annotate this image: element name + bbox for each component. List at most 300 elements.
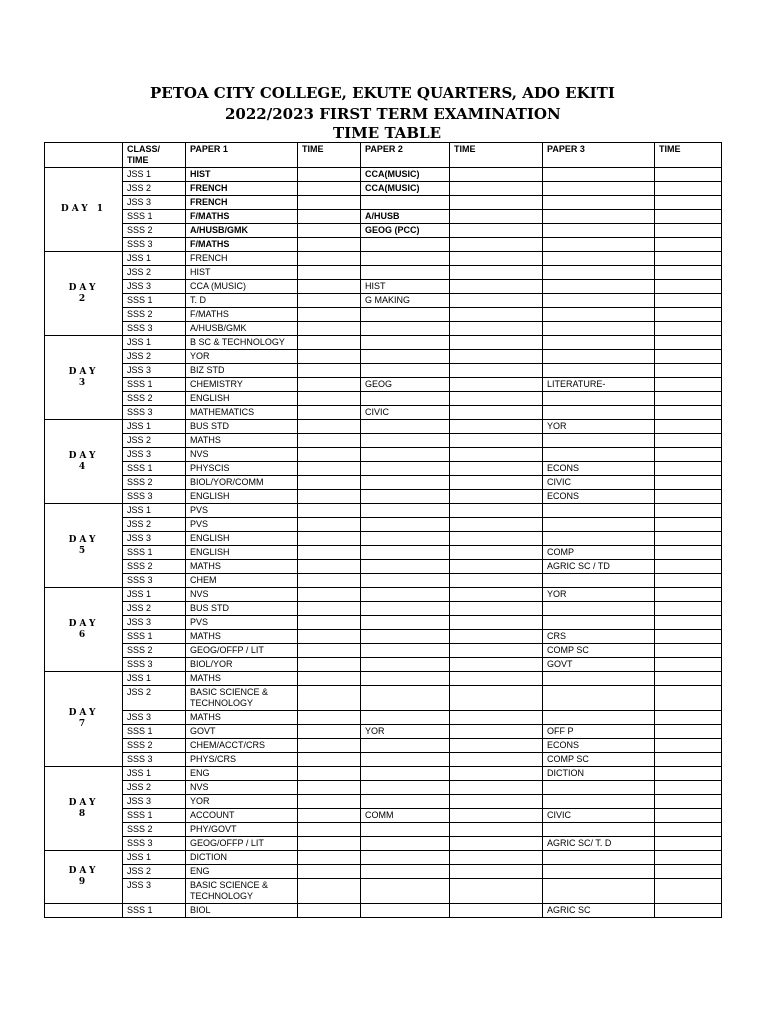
column-header-time2: TIME bbox=[450, 143, 543, 168]
paper3-cell bbox=[543, 781, 655, 795]
time1-cell bbox=[298, 490, 361, 504]
paper2-cell bbox=[361, 434, 450, 448]
time3-cell bbox=[655, 448, 722, 462]
day-label: DAY 2 bbox=[45, 252, 123, 336]
time3-cell bbox=[655, 739, 722, 753]
time2-cell bbox=[450, 322, 543, 336]
paper3-cell bbox=[543, 518, 655, 532]
paper3-cell bbox=[543, 711, 655, 725]
paper3-cell bbox=[543, 504, 655, 518]
paper2-cell bbox=[361, 879, 450, 904]
column-header-time1: TIME bbox=[298, 143, 361, 168]
time2-cell bbox=[450, 196, 543, 210]
paper1-cell: A/HUSB/GMK bbox=[186, 322, 298, 336]
table-row bbox=[45, 378, 722, 392]
paper2-cell bbox=[361, 322, 450, 336]
class-cell: SSS 3 bbox=[123, 406, 186, 420]
class-cell: SSS 1 bbox=[123, 546, 186, 560]
table-row bbox=[45, 196, 722, 210]
time3-cell bbox=[655, 182, 722, 196]
time2-cell bbox=[450, 725, 543, 739]
paper1-cell: CHEM/ACCT/CRS bbox=[186, 739, 298, 753]
paper3-cell bbox=[543, 392, 655, 406]
table-row bbox=[45, 420, 722, 434]
time1-cell bbox=[298, 767, 361, 781]
time3-cell bbox=[655, 350, 722, 364]
time3-cell bbox=[655, 644, 722, 658]
paper2-cell bbox=[361, 238, 450, 252]
class-cell: JSS 3 bbox=[123, 196, 186, 210]
table-row bbox=[45, 490, 722, 504]
class-cell: JSS 2 bbox=[123, 350, 186, 364]
time1-cell bbox=[298, 630, 361, 644]
class-cell: JSS 3 bbox=[123, 280, 186, 294]
time2-cell bbox=[450, 504, 543, 518]
paper1-cell: ENGLISH bbox=[186, 546, 298, 560]
time2-cell bbox=[450, 739, 543, 753]
class-cell: JSS 1 bbox=[123, 420, 186, 434]
time1-cell bbox=[298, 462, 361, 476]
paper2-cell: COMM bbox=[361, 809, 450, 823]
time1-cell bbox=[298, 448, 361, 462]
class-cell: SSS 1 bbox=[123, 725, 186, 739]
table-row bbox=[45, 504, 722, 518]
paper3-cell bbox=[543, 672, 655, 686]
paper3-cell bbox=[543, 224, 655, 238]
paper2-cell bbox=[361, 504, 450, 518]
paper1-cell: F/MATHS bbox=[186, 210, 298, 224]
table-row bbox=[45, 879, 722, 904]
time2-cell bbox=[450, 266, 543, 280]
paper1-cell: BUS STD bbox=[186, 602, 298, 616]
time3-cell bbox=[655, 658, 722, 672]
time1-cell bbox=[298, 406, 361, 420]
class-cell: SSS 3 bbox=[123, 490, 186, 504]
time3-cell bbox=[655, 420, 722, 434]
class-cell: SSS 3 bbox=[123, 658, 186, 672]
time1-cell bbox=[298, 182, 361, 196]
time3-cell bbox=[655, 322, 722, 336]
class-cell: JSS 2 bbox=[123, 686, 186, 711]
class-cell: SSS 2 bbox=[123, 644, 186, 658]
paper3-cell bbox=[543, 350, 655, 364]
time3-cell bbox=[655, 851, 722, 865]
paper2-cell bbox=[361, 781, 450, 795]
class-cell: JSS 2 bbox=[123, 865, 186, 879]
paper1-cell: BASIC SCIENCE & TECHNOLOGY bbox=[186, 879, 298, 904]
column-header-paper2: PAPER 2 bbox=[361, 143, 450, 168]
time2-cell bbox=[450, 865, 543, 879]
day-label: DAY 1 bbox=[45, 168, 123, 252]
time2-cell bbox=[450, 711, 543, 725]
class-cell: JSS 2 bbox=[123, 434, 186, 448]
time3-cell bbox=[655, 294, 722, 308]
time2-cell bbox=[450, 630, 543, 644]
time2-cell bbox=[450, 658, 543, 672]
paper2-cell: CIVIC bbox=[361, 406, 450, 420]
time3-cell bbox=[655, 518, 722, 532]
time3-cell bbox=[655, 602, 722, 616]
time2-cell bbox=[450, 168, 543, 182]
paper1-cell: MATHEMATICS bbox=[186, 406, 298, 420]
paper1-cell: HIST bbox=[186, 168, 298, 182]
class-cell: SSS 1 bbox=[123, 462, 186, 476]
time2-cell bbox=[450, 574, 543, 588]
time3-cell bbox=[655, 308, 722, 322]
paper1-cell: F/MATHS bbox=[186, 238, 298, 252]
time2-cell bbox=[450, 210, 543, 224]
paper1-cell: GEOG/OFFP / LIT bbox=[186, 837, 298, 851]
paper2-cell: A/HUSB bbox=[361, 210, 450, 224]
class-cell: JSS 2 bbox=[123, 602, 186, 616]
paper3-cell: ECONS bbox=[543, 462, 655, 476]
time1-cell bbox=[298, 644, 361, 658]
table-row bbox=[45, 280, 722, 294]
paper3-cell: ECONS bbox=[543, 490, 655, 504]
paper2-cell: YOR bbox=[361, 725, 450, 739]
time2-cell bbox=[450, 336, 543, 350]
time1-cell bbox=[298, 904, 361, 918]
day-label: DAY 9 bbox=[45, 851, 123, 904]
paper1-cell: FRENCH bbox=[186, 252, 298, 266]
class-cell: JSS 1 bbox=[123, 168, 186, 182]
paper2-cell bbox=[361, 518, 450, 532]
time3-cell bbox=[655, 711, 722, 725]
column-header-class-time: CLASS/ TIME bbox=[123, 143, 186, 168]
paper1-cell: CCA (MUSIC) bbox=[186, 280, 298, 294]
time1-cell bbox=[298, 725, 361, 739]
time1-cell bbox=[298, 266, 361, 280]
day-label: DAY 8 bbox=[45, 767, 123, 851]
day-label: DAY 5 bbox=[45, 504, 123, 588]
class-cell: SSS 1 bbox=[123, 294, 186, 308]
header-row bbox=[45, 143, 722, 168]
time1-cell bbox=[298, 672, 361, 686]
paper1-cell: ENG bbox=[186, 865, 298, 879]
time2-cell bbox=[450, 644, 543, 658]
paper1-cell: BIZ STD bbox=[186, 364, 298, 378]
time3-cell bbox=[655, 378, 722, 392]
paper3-cell: AGRIC SC bbox=[543, 904, 655, 918]
table-row bbox=[45, 739, 722, 753]
time3-cell bbox=[655, 168, 722, 182]
paper3-cell bbox=[543, 322, 655, 336]
school-name: PETOA CITY COLLEGE, EKUTE QUARTERS, ADO EKITI bbox=[150, 84, 615, 102]
table-row bbox=[45, 462, 722, 476]
time2-cell bbox=[450, 781, 543, 795]
paper3-cell bbox=[543, 182, 655, 196]
paper3-cell bbox=[543, 879, 655, 904]
paper2-cell bbox=[361, 350, 450, 364]
class-cell: SSS 3 bbox=[123, 238, 186, 252]
time1-cell bbox=[298, 420, 361, 434]
paper3-cell bbox=[543, 616, 655, 630]
paper2-cell bbox=[361, 865, 450, 879]
paper3-cell bbox=[543, 686, 655, 711]
time3-cell bbox=[655, 904, 722, 918]
time3-cell bbox=[655, 462, 722, 476]
time3-cell bbox=[655, 546, 722, 560]
paper1-cell: PHY/GOVT bbox=[186, 823, 298, 837]
paper2-cell bbox=[361, 364, 450, 378]
paper2-cell: HIST bbox=[361, 280, 450, 294]
exam-title: 2022/2023 FIRST TERM EXAMINATION bbox=[225, 105, 561, 123]
paper2-cell bbox=[361, 602, 450, 616]
class-cell: SSS 1 bbox=[123, 378, 186, 392]
paper2-cell: GEOG bbox=[361, 378, 450, 392]
paper3-cell bbox=[543, 280, 655, 294]
class-cell: JSS 1 bbox=[123, 252, 186, 266]
time3-cell bbox=[655, 753, 722, 767]
time3-cell bbox=[655, 280, 722, 294]
time3-cell bbox=[655, 224, 722, 238]
paper3-cell: CRS bbox=[543, 630, 655, 644]
time2-cell bbox=[450, 308, 543, 322]
table-row bbox=[45, 210, 722, 224]
table-row bbox=[45, 518, 722, 532]
table-row bbox=[45, 672, 722, 686]
paper2-cell: G MAKING bbox=[361, 294, 450, 308]
time1-cell bbox=[298, 294, 361, 308]
timetable-title: TIME TABLE bbox=[333, 124, 442, 142]
day-label: DAY 4 bbox=[45, 420, 123, 504]
column-header-paper1: PAPER 1 bbox=[186, 143, 298, 168]
time2-cell bbox=[450, 420, 543, 434]
time3-cell bbox=[655, 210, 722, 224]
time3-cell bbox=[655, 364, 722, 378]
time2-cell bbox=[450, 851, 543, 865]
time2-cell bbox=[450, 182, 543, 196]
time2-cell bbox=[450, 686, 543, 711]
time1-cell bbox=[298, 322, 361, 336]
paper1-cell: FRENCH bbox=[186, 196, 298, 210]
time3-cell bbox=[655, 238, 722, 252]
paper2-cell bbox=[361, 574, 450, 588]
table-row bbox=[45, 851, 722, 865]
paper3-cell: CIVIC bbox=[543, 476, 655, 490]
paper3-cell bbox=[543, 795, 655, 809]
paper3-cell: OFF P bbox=[543, 725, 655, 739]
paper2-cell bbox=[361, 392, 450, 406]
time2-cell bbox=[450, 462, 543, 476]
paper2-cell bbox=[361, 252, 450, 266]
time1-cell bbox=[298, 658, 361, 672]
class-cell: SSS 1 bbox=[123, 210, 186, 224]
day-label: DAY 6 bbox=[45, 588, 123, 672]
table-row bbox=[45, 865, 722, 879]
class-cell: JSS 3 bbox=[123, 448, 186, 462]
time1-cell bbox=[298, 753, 361, 767]
paper1-cell: PHYS/CRS bbox=[186, 753, 298, 767]
table-row bbox=[45, 406, 722, 420]
time3-cell bbox=[655, 392, 722, 406]
table-row bbox=[45, 266, 722, 280]
time2-cell bbox=[450, 795, 543, 809]
paper2-cell: CCA(MUSIC) bbox=[361, 168, 450, 182]
paper2-cell bbox=[361, 658, 450, 672]
paper1-cell: B SC & TECHNOLOGY bbox=[186, 336, 298, 350]
time3-cell bbox=[655, 476, 722, 490]
time1-cell bbox=[298, 518, 361, 532]
table-row bbox=[45, 904, 722, 918]
time1-cell bbox=[298, 378, 361, 392]
table-row bbox=[45, 644, 722, 658]
table-row bbox=[45, 336, 722, 350]
paper3-cell bbox=[543, 448, 655, 462]
time1-cell bbox=[298, 532, 361, 546]
time1-cell bbox=[298, 602, 361, 616]
time3-cell bbox=[655, 588, 722, 602]
paper2-cell bbox=[361, 686, 450, 711]
table-row bbox=[45, 532, 722, 546]
paper2-cell bbox=[361, 837, 450, 851]
class-cell: SSS 2 bbox=[123, 224, 186, 238]
class-cell: JSS 2 bbox=[123, 518, 186, 532]
paper2-cell bbox=[361, 490, 450, 504]
paper2-cell bbox=[361, 588, 450, 602]
table-row bbox=[45, 364, 722, 378]
time1-cell bbox=[298, 336, 361, 350]
paper1-cell: MATHS bbox=[186, 434, 298, 448]
paper2-cell bbox=[361, 823, 450, 837]
paper2-cell: CCA(MUSIC) bbox=[361, 182, 450, 196]
class-cell: JSS 1 bbox=[123, 851, 186, 865]
paper3-cell: AGRIC SC/ T. D bbox=[543, 837, 655, 851]
table-row bbox=[45, 182, 722, 196]
time3-cell bbox=[655, 725, 722, 739]
time2-cell bbox=[450, 602, 543, 616]
paper1-cell: MATHS bbox=[186, 672, 298, 686]
class-cell: JSS 3 bbox=[123, 795, 186, 809]
paper3-cell: GOVT bbox=[543, 658, 655, 672]
class-cell: SSS 2 bbox=[123, 739, 186, 753]
time3-cell bbox=[655, 504, 722, 518]
time1-cell bbox=[298, 616, 361, 630]
class-cell: SSS 3 bbox=[123, 837, 186, 851]
paper1-cell: CHEM bbox=[186, 574, 298, 588]
paper1-cell: NVS bbox=[186, 781, 298, 795]
paper1-cell: MATHS bbox=[186, 630, 298, 644]
class-cell: SSS 1 bbox=[123, 630, 186, 644]
time3-cell bbox=[655, 532, 722, 546]
time3-cell bbox=[655, 434, 722, 448]
class-cell: JSS 3 bbox=[123, 711, 186, 725]
paper1-cell: PHYSCIS bbox=[186, 462, 298, 476]
paper1-cell: MATHS bbox=[186, 711, 298, 725]
table-row bbox=[45, 546, 722, 560]
paper1-cell: BUS STD bbox=[186, 420, 298, 434]
column-header-paper3: PAPER 3 bbox=[543, 143, 655, 168]
paper2-cell bbox=[361, 420, 450, 434]
paper1-cell: A/HUSB/GMK bbox=[186, 224, 298, 238]
paper2-cell bbox=[361, 560, 450, 574]
time1-cell bbox=[298, 739, 361, 753]
paper3-cell: COMP SC bbox=[543, 644, 655, 658]
class-cell: JSS 1 bbox=[123, 336, 186, 350]
paper3-cell: ECONS bbox=[543, 739, 655, 753]
table-row bbox=[45, 658, 722, 672]
time1-cell bbox=[298, 238, 361, 252]
paper2-cell bbox=[361, 196, 450, 210]
table-row bbox=[45, 168, 722, 182]
paper3-cell bbox=[543, 865, 655, 879]
paper1-cell: NVS bbox=[186, 448, 298, 462]
time1-cell bbox=[298, 837, 361, 851]
paper3-cell bbox=[543, 266, 655, 280]
time2-cell bbox=[450, 238, 543, 252]
time2-cell bbox=[450, 837, 543, 851]
time1-cell bbox=[298, 252, 361, 266]
time1-cell bbox=[298, 210, 361, 224]
day-header-cell bbox=[45, 143, 123, 168]
time3-cell bbox=[655, 490, 722, 504]
time2-cell bbox=[450, 392, 543, 406]
time2-cell bbox=[450, 904, 543, 918]
paper3-cell: CIVIC bbox=[543, 809, 655, 823]
paper1-cell: GEOG/OFFP / LIT bbox=[186, 644, 298, 658]
class-cell: JSS 3 bbox=[123, 364, 186, 378]
paper1-cell: PVS bbox=[186, 616, 298, 630]
time1-cell bbox=[298, 308, 361, 322]
time3-cell bbox=[655, 823, 722, 837]
paper1-cell: CHEMISTRY bbox=[186, 378, 298, 392]
paper1-cell: PVS bbox=[186, 518, 298, 532]
paper3-cell: LITERATURE- bbox=[543, 378, 655, 392]
paper2-cell bbox=[361, 672, 450, 686]
table-row bbox=[45, 252, 722, 266]
paper2-cell bbox=[361, 546, 450, 560]
class-cell: SSS 2 bbox=[123, 476, 186, 490]
time3-cell bbox=[655, 879, 722, 904]
class-cell: SSS 1 bbox=[123, 904, 186, 918]
time3-cell bbox=[655, 809, 722, 823]
paper2-cell bbox=[361, 616, 450, 630]
paper3-cell bbox=[543, 574, 655, 588]
paper3-cell: AGRIC SC / TD bbox=[543, 560, 655, 574]
paper2-cell bbox=[361, 644, 450, 658]
paper2-cell bbox=[361, 753, 450, 767]
table-row bbox=[45, 602, 722, 616]
time3-cell bbox=[655, 781, 722, 795]
paper2-cell bbox=[361, 448, 450, 462]
paper3-cell bbox=[543, 364, 655, 378]
class-cell: SSS 3 bbox=[123, 322, 186, 336]
table-row bbox=[45, 392, 722, 406]
time1-cell bbox=[298, 476, 361, 490]
paper3-cell: COMP SC bbox=[543, 753, 655, 767]
class-cell: JSS 2 bbox=[123, 266, 186, 280]
paper3-cell bbox=[543, 336, 655, 350]
time3-cell bbox=[655, 767, 722, 781]
time3-cell bbox=[655, 574, 722, 588]
time3-cell bbox=[655, 266, 722, 280]
class-cell: JSS 3 bbox=[123, 532, 186, 546]
day-label: DAY 3 bbox=[45, 336, 123, 420]
time2-cell bbox=[450, 434, 543, 448]
paper1-cell: PVS bbox=[186, 504, 298, 518]
table-row bbox=[45, 588, 722, 602]
time2-cell bbox=[450, 350, 543, 364]
time1-cell bbox=[298, 364, 361, 378]
paper1-cell: BIOL/YOR/COMM bbox=[186, 476, 298, 490]
time1-cell bbox=[298, 280, 361, 294]
time3-cell bbox=[655, 196, 722, 210]
time2-cell bbox=[450, 672, 543, 686]
paper3-cell bbox=[543, 252, 655, 266]
class-cell: JSS 1 bbox=[123, 588, 186, 602]
time1-cell bbox=[298, 168, 361, 182]
time1-cell bbox=[298, 504, 361, 518]
